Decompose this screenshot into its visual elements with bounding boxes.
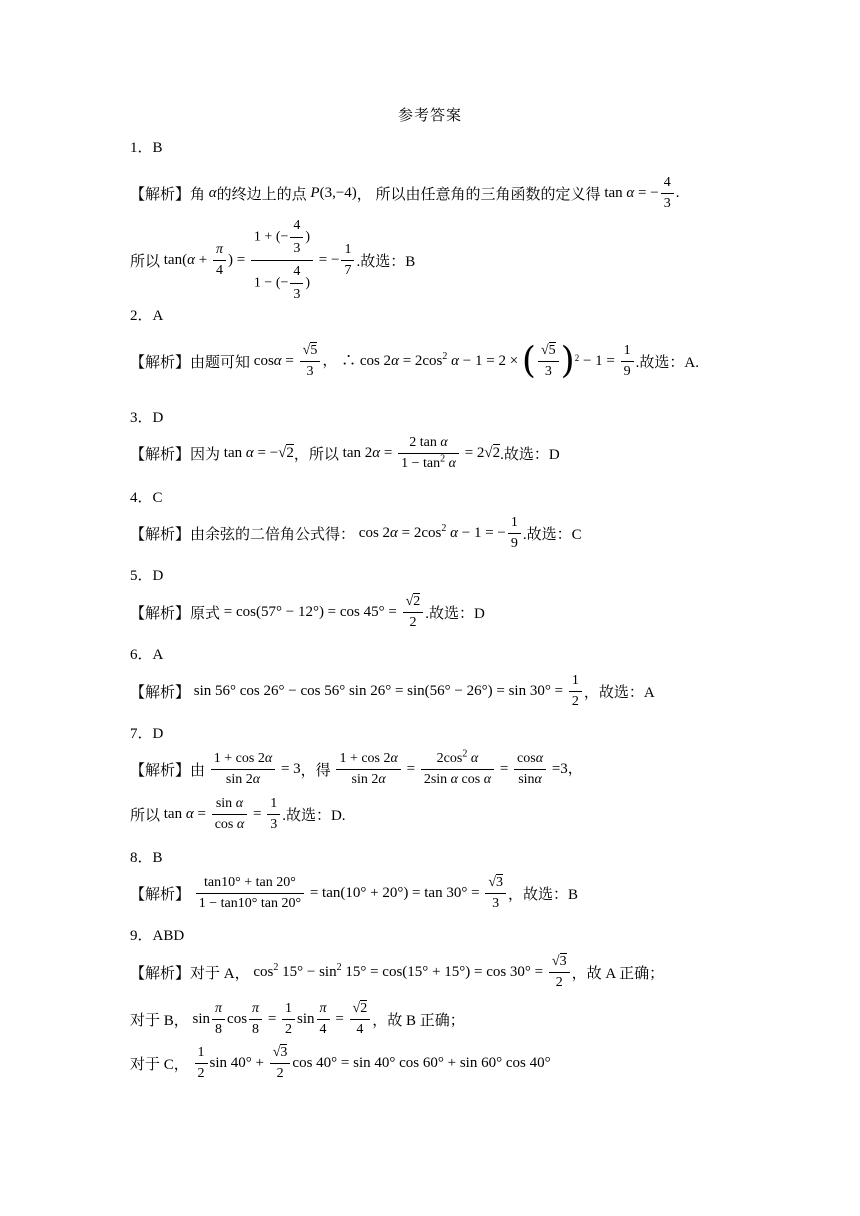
text: ， 所以由任意角的三角函数的定义得 xyxy=(356,187,601,203)
text: ，得 xyxy=(300,763,331,780)
text: 对于 A， xyxy=(190,966,250,983)
answer-7-explanation-line-2: 所以 tan α = $\frac{\text{sin α}}{\text{cos α}}$ = $\frac{1}{3}$ .故选：D. xyxy=(130,796,346,833)
answer-5-explanation: 【解析】原式 = cos(57° − 12°) = cos 45° = $\frac{√2}{2}$ .故选：D xyxy=(130,594,485,631)
answer-7-explanation-line-1: 【解析】由 $\frac{1 + \cos 2\alpha}{\sin 2\alpha}$ = 3，得 $\frac{1 + \cos 2\alpha}{\sin 2\alpha}$ = $\frac{2\cos^2 \alpha}{\text{2sin α cos α}}$ = $\frac{\cos\alpha}{\sin\alpha}$ =3， xyxy=(130,748,583,788)
text: 角 xyxy=(190,187,206,203)
text: .故选：D xyxy=(500,447,560,464)
answer-9-explanation-c: 对于 C， $\frac{1}{2}$ sin 40° + $\frac{√3}{2}$ cos 40° = sin 40° cos 60° + sin 60° cos 40° xyxy=(130,1045,551,1082)
answer-1-explanation-line-1: 【解析】角 α的终边上的点 P(3,−4)， 所以由任意角的三角函数的定义得 tan α = − $\frac{4}{3}$ . xyxy=(130,175,680,211)
answer-7-number: 7．D xyxy=(130,726,164,742)
text: 的终边上的点 xyxy=(216,187,307,203)
answer-9-number: 9．ABD xyxy=(130,928,185,944)
jiexi-label: 【解析】 xyxy=(130,355,191,372)
answer-4-number: 4．C xyxy=(130,490,163,506)
text: 由题可知 xyxy=(190,355,251,372)
answer-8-explanation: 【解析】 $\frac{\tan 10^\circ + \tan 20^\circ}{1 - \tan 10^\circ \tan 20^\circ}$ = tan(10° + 20°) = tan 30° = $\frac{√3}{3}$ ，故选：B xyxy=(130,875,579,912)
text: 所以 xyxy=(130,808,161,825)
text: .故选：D. xyxy=(282,808,346,825)
page-title: 参考答案 xyxy=(397,108,462,124)
jiexi-label: 【解析】 xyxy=(130,606,191,623)
jiexi-label: 【解析】 xyxy=(130,966,191,983)
text: 因为 xyxy=(190,447,221,464)
text: 对于 C， xyxy=(130,1057,189,1074)
text: ，故选：B xyxy=(508,887,579,904)
jiexi-label: 【解析】 xyxy=(130,887,191,904)
answer-9-explanation-b: 对于 B， sin $\frac{\pi}{8}$ cos $\frac{\pi}{8}$ = $\frac{1}{2}$ sin $\frac{\pi}{4}$ = $\frac{√2}{4}$ ，故 B 正确； xyxy=(130,1001,465,1038)
answer-2-number: 2．A xyxy=(130,308,164,324)
text: .故选：B xyxy=(356,254,416,270)
answer-5-number: 5．D xyxy=(130,568,164,584)
answer-3-explanation: 【解析】因为 tan α = −√2，所以 tan 2α = $\frac{\text{2 tan α}}{1 - \tan^2 \alpha}$ = 2√2.故选：D xyxy=(130,435,560,472)
text: .故选：A. xyxy=(635,355,699,372)
answer-9-explanation-a: 【解析】对于 A， $\cos^2 15^\circ - \sin^2 15^\circ = \cos(15^\circ + 15^\circ) = \cos 30^\circ$ = $\frac{√3}{2}$ ，故 A 正确； xyxy=(130,954,665,991)
text: ，故 A 正确； xyxy=(571,966,665,983)
jiexi-label: 【解析】 xyxy=(130,763,191,780)
jiexi-label: 【解析】 xyxy=(130,447,191,464)
answer-8-number: 8．B xyxy=(130,850,163,866)
answer-3-number: 3．D xyxy=(130,410,164,426)
text: 由余弦的二倍角公式得： xyxy=(190,527,356,543)
text: 所以 xyxy=(130,254,161,270)
answer-1-number: 1．B xyxy=(130,140,163,156)
answer-1-explanation-line-2: 所以 tan(α + $\frac{\pi}{4}$ ) = 1 + (− $\frac{4}{3}$ ) 1 − (− $\frac{4}{3}$ ) = − $\frac{1}{7}$ .故选：B xyxy=(130,218,416,302)
answer-6-number: 6．A xyxy=(130,647,164,663)
answer-4-explanation: 【解析】由余弦的二倍角公式得： $\cos 2\alpha = 2\cos^2$ α − 1 = − $\frac{1}{9}$ .故选：C xyxy=(130,515,582,551)
text: 对于 B， xyxy=(130,1013,189,1030)
jiexi-label: 【解析】 xyxy=(130,527,191,543)
jiexi-label: 【解析】 xyxy=(130,685,191,701)
text: .故选：D xyxy=(425,606,485,623)
text: 原式 xyxy=(190,606,221,623)
jiexi-label: 【解析】 xyxy=(130,187,191,203)
text: ，故选：A xyxy=(583,685,655,701)
text: .故选：C xyxy=(522,527,582,543)
text: 由 xyxy=(190,763,206,780)
text: ，所以 xyxy=(293,447,339,464)
answer-6-explanation: 【解析】 sin 56° cos 26° − cos 56° sin 26° = sin(56° − 26°) = sin 30° = $\frac{1}{2}$ ，故选：A xyxy=(130,673,655,709)
text: ，故 B 正确； xyxy=(372,1013,465,1030)
answer-2-explanation: 【解析】由题可知 cosα = $\frac{√5}{3}$ ， ∴ $\cos 2\alpha = 2\cos^2$ α − 1 = 2 × ( $\frac{√5}{3}$ )$^2$ − 1 = $\frac{1}{9}$ .故选：A. xyxy=(130,340,699,382)
